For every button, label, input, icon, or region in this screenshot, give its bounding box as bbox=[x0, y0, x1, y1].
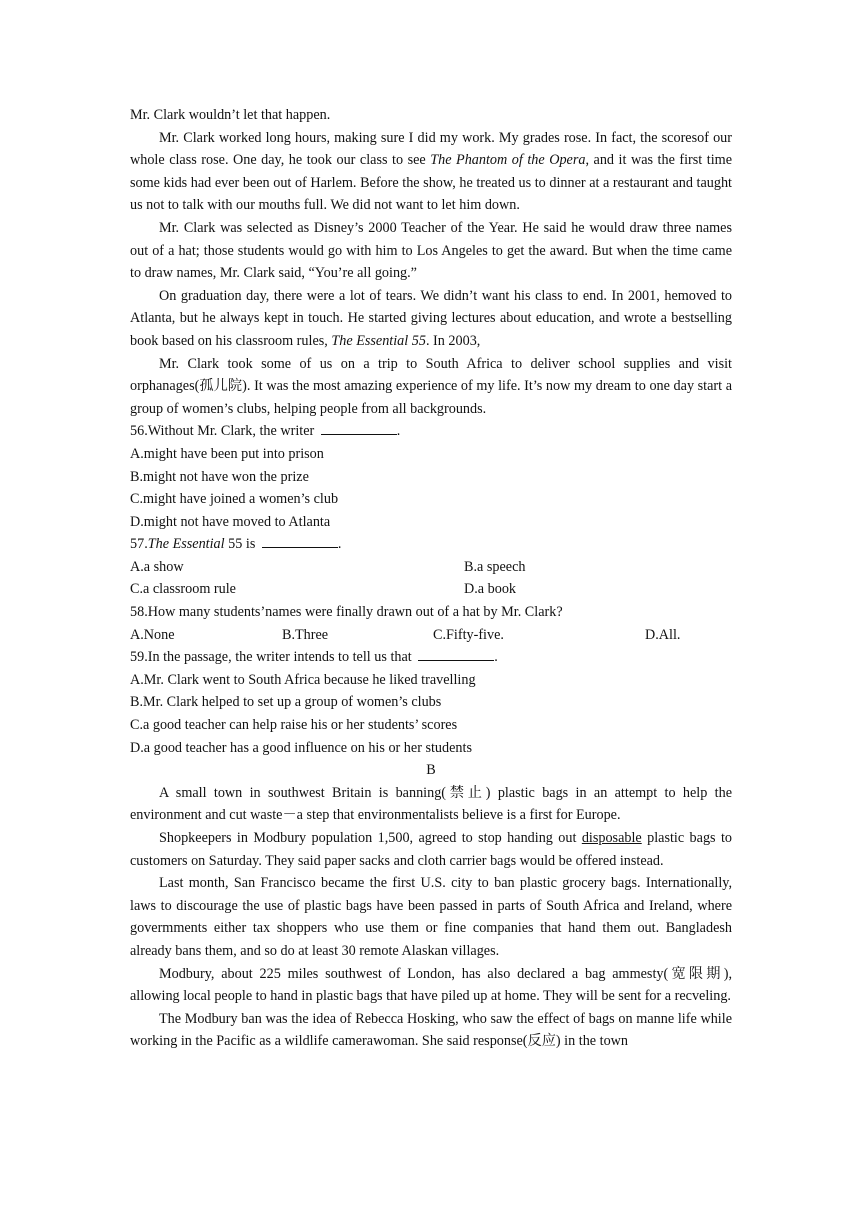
q59-option-c: C.a good teacher can help raise his or her students’ scores bbox=[130, 717, 458, 734]
section-heading-b: B bbox=[426, 762, 436, 779]
q56-option-b: B.might not have won the prize bbox=[130, 468, 309, 485]
underlined-word: disposable bbox=[581, 830, 642, 846]
answer-blank bbox=[262, 533, 338, 548]
q57-option-c: C.a classroom rule bbox=[130, 581, 236, 598]
paragraph-a4: Mr. Clark took some of us on a trip to South Africa to deliver school supplies and visit orphanages(孤儿院). It was the most amazing experience of my life. It’s now my dream to one day start a group of women’s clubs, helping people from all backgrounds. bbox=[130, 355, 732, 417]
answer-blank bbox=[321, 420, 397, 435]
q58-options-row bbox=[130, 624, 732, 647]
question-56: 56.Without Mr. Clark, the writer . bbox=[130, 420, 732, 443]
question-57: 57.The Essential 55 is . bbox=[130, 533, 732, 556]
phantom-title: The Phantom of the Opera bbox=[430, 152, 586, 169]
q57-options-row-2 bbox=[130, 578, 732, 601]
paragraph-b1: A small town in southwest Britain is banning(禁止) plastic bags in an attempt to help the environment and cut waste－a step that environmentalists believe is a first for Europe. bbox=[130, 784, 732, 824]
paragraph-a0: Mr. Clark wouldn’t let that happen. bbox=[130, 107, 331, 123]
q58-option-a: A.None bbox=[130, 626, 175, 643]
q56-option-c: C.might have joined a women’s club bbox=[130, 491, 339, 508]
q58-option-b: B.Three bbox=[282, 626, 329, 643]
answer-blank bbox=[418, 646, 494, 661]
paragraph-a1: Mr. Clark worked long hours, making sure I did my work. My grades rose. In fact, the scoresof our whole class rose. One day, he took our class to see The Phantom of the Opera, and it was the first time some kids had ever been out of Harlem. Before the show, he treated us to dinner at a restaurant and taught us not to talk with our mouths full. We did not want to let him down. bbox=[130, 129, 732, 214]
paragraph-b3: Last month, San Francisco became the first U.S. city to ban plastic grocery bags. Internationally, laws to discourage the use of plastic bags have been passed in parts of South Africa and Ireland, where govermments either tax shoppers who use them or fine companies that hand them out. Bangladesh already bans them, and so do at least 30 remote Alaskan villages. bbox=[130, 875, 732, 959]
q57-option-b: B.a speech bbox=[464, 558, 526, 575]
q58-option-d: D.All. bbox=[645, 626, 681, 643]
question-59: 59.In the passage, the writer intends to tell us that . bbox=[130, 646, 732, 669]
q57-option-d: D.a book bbox=[464, 581, 517, 598]
paragraph-b5: The Modbury ban was the idea of Rebecca Hosking, who saw the effect of bags on manne life while working in the Pacific as a wildlife camerawoman. She said response(反应) in the town bbox=[130, 1010, 732, 1050]
q58-option-c: C.Fifty-five. bbox=[433, 626, 504, 643]
document-page bbox=[130, 104, 732, 1053]
book-title: The Essential 55 bbox=[331, 332, 426, 349]
question-58: 58.How many students’names were finally drawn out of a hat by Mr. Clark? bbox=[130, 604, 563, 621]
q57-option-a: A.a show bbox=[130, 558, 184, 575]
paragraph-a3: On graduation day, there were a lot of tears. We didn’t want his class to end. In 2001, hemoved to Atlanta, but he always kept in touch. He started giving lectures about education, and wrote a bestselling book based on his classroom rules, The Essential 55. In 2003, bbox=[130, 287, 732, 349]
q59-option-a: A.Mr. Clark went to South Africa because he liked travelling bbox=[130, 671, 476, 688]
q56-option-d: D.might not have moved to Atlanta bbox=[130, 513, 331, 530]
paragraph-a2: Mr. Clark was selected as Disney’s 2000 Teacher of the Year. He said he would draw three names out of a hat; those students would go with him to Los Angeles to get the award. But when the time came to draw names, Mr. Clark said, “You’re all going.” bbox=[130, 219, 732, 282]
q57-options-row-1 bbox=[130, 556, 732, 579]
paragraph-b2: Shopkeepers in Modbury population 1,500, agreed to stop handing out disposable plastic bags to customers on Saturday. They said paper sacks and cloth carrier bags would be offered instead. bbox=[130, 830, 732, 869]
q59-option-d: D.a good teacher has a good influence on his or her students bbox=[130, 739, 472, 756]
q59-option-b: B.Mr. Clark helped to set up a group of women’s clubs bbox=[130, 694, 442, 711]
paragraph-b4: Modbury, about 225 miles southwest of London, has also declared a bag ammesty(宽限期), allowing local people to hand in plastic bags that have piled up at home. They will be sent for a recveling. bbox=[130, 965, 732, 1005]
q56-option-a: A.might have been put into prison bbox=[130, 445, 324, 462]
